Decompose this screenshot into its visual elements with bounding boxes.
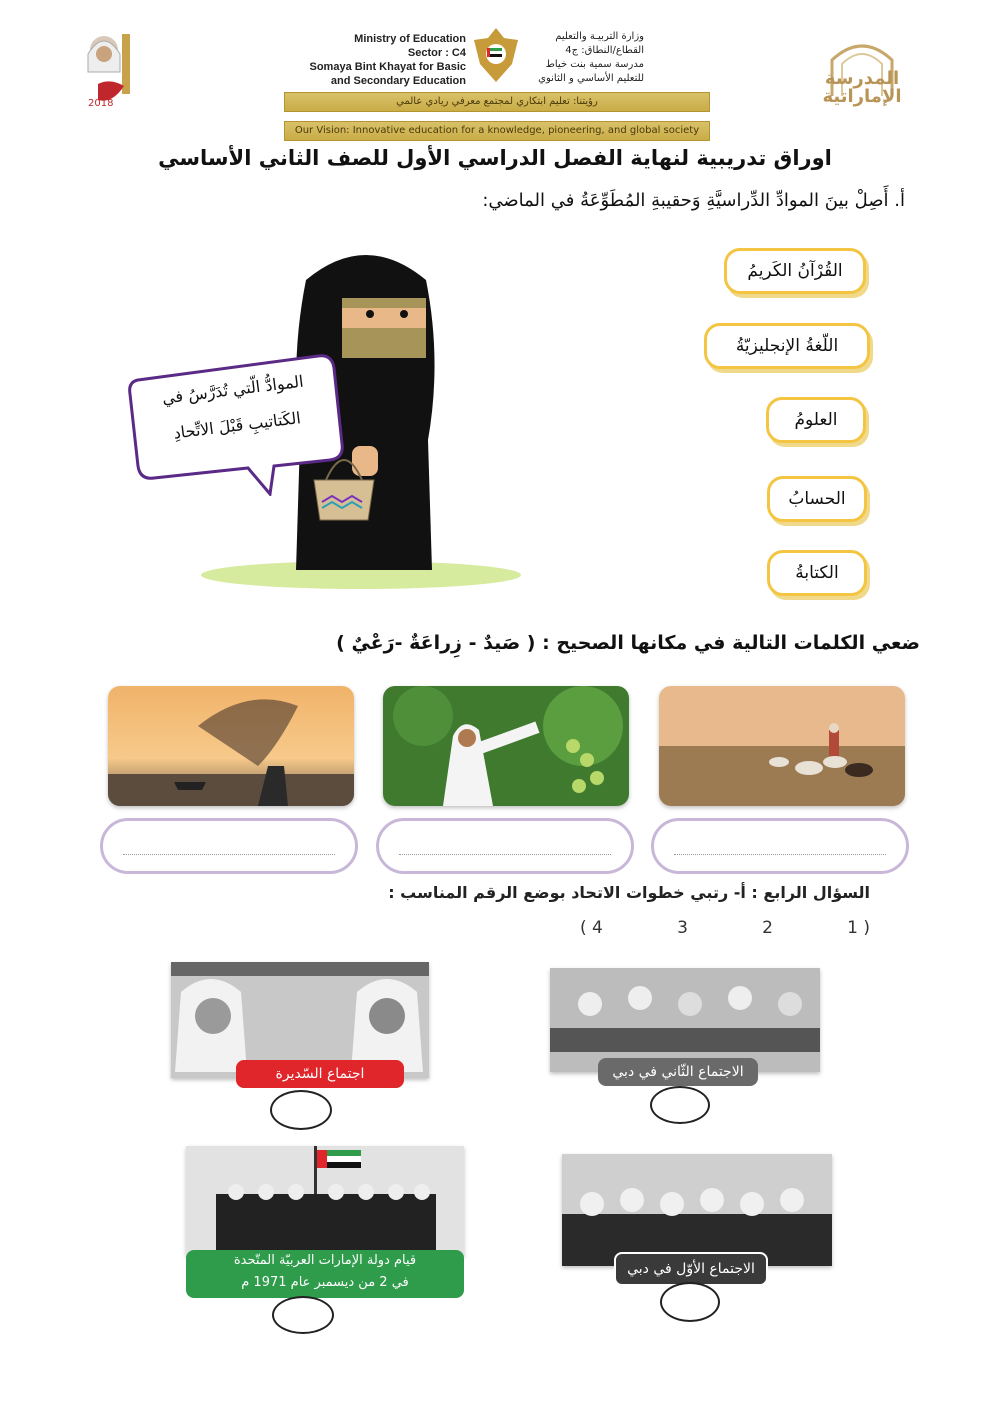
subject-quran[interactable]: القُرْآنُ الكَريمُ [724, 248, 866, 294]
subject-science[interactable]: العلومُ [766, 397, 866, 443]
second-dubai-photo [550, 968, 820, 1072]
answer-box-fishing[interactable] [100, 818, 358, 874]
caption-uae-founding: قيام دولة الإمارات العربيّة المتّحدة في 2 من ديسمبر عام 1971 م [186, 1250, 464, 1298]
vision-arabic-banner: رؤيتنا: تعليم ابتكاري لمجتمع معرفي ريادي عالمي [284, 92, 710, 112]
farming-photo [383, 686, 629, 806]
order-oval-first-dubai[interactable] [660, 1282, 720, 1322]
speech-line-2: الكَتاتيبِ قَبْلَ الاتِّحادِ [172, 408, 302, 443]
order-numbers: ( 4 3 2 1 ) [580, 918, 870, 938]
question-a-prompt: أ. أَصِلْ بينَ الموادِّ الدِّراسيَّةِ وَحقيبةِ المُطَوِّعَةُ في الماضي: [482, 190, 905, 211]
fishing-photo [108, 686, 354, 806]
answer-box-grazing[interactable] [651, 818, 909, 874]
zayed-logo-year: 2018 [88, 98, 114, 109]
subject-writing[interactable]: الكتابةُ [767, 550, 867, 596]
speech-bubble [128, 352, 344, 496]
order-oval-uae-founding[interactable] [272, 1296, 334, 1334]
answer-box-farming[interactable] [376, 818, 634, 874]
school-logo-text: المدرسة الإماراتية [822, 68, 902, 107]
caption-sudairah: اجتماع السّديرة [236, 1060, 404, 1088]
uae-founding-photo [186, 1146, 464, 1256]
order-oval-second-dubai[interactable] [650, 1086, 710, 1124]
question-b-prompt: ضعي الكلمات التالية في مكانها الصحيح : ( صَيدٌ - زِراعَةٌ -رَعْيٌ ) [336, 632, 920, 654]
first-dubai-photo [562, 1154, 832, 1266]
uae-emblem-icon [470, 24, 522, 86]
vision-english-banner: Our Vision: Innovative education for a knowledge, pioneering, and global society [284, 121, 710, 141]
caption-first-dubai: الاجتماع الأوّل في دبي [614, 1252, 768, 1286]
question-4-prompt: السؤال الرابع : أ- رتبي خطوات الاتحاد بوضع الرقم المناسب : [388, 883, 870, 902]
ministry-arabic-block: وزارة التربيـة والتعليم القطاع/النطاق: ج4 مدرسة سمية بنت خياط للتعليم الأساسي و الثانوي [538, 31, 644, 84]
subject-arithmetic[interactable]: الحسابُ [767, 476, 867, 522]
grazing-photo [659, 686, 905, 806]
caption-second-dubai: الاجتماع الثّاني في دبي [598, 1058, 758, 1086]
worksheet-title: اوراق تدريبية لنهاية الفصل الدراسي الأول للصف الثاني الأساسي [158, 146, 832, 170]
subject-english[interactable]: اللّغةُ الإنجليزيّةُ [704, 323, 870, 369]
order-oval-sudairah[interactable] [270, 1090, 332, 1130]
ministry-english-block: Ministry of Education Sector : C4 Somaya Bint Khayat for Basic and Secondary Education [309, 33, 466, 87]
speech-line-1: الموادُّ الّتي تُدَرَّسُ في [160, 371, 305, 408]
